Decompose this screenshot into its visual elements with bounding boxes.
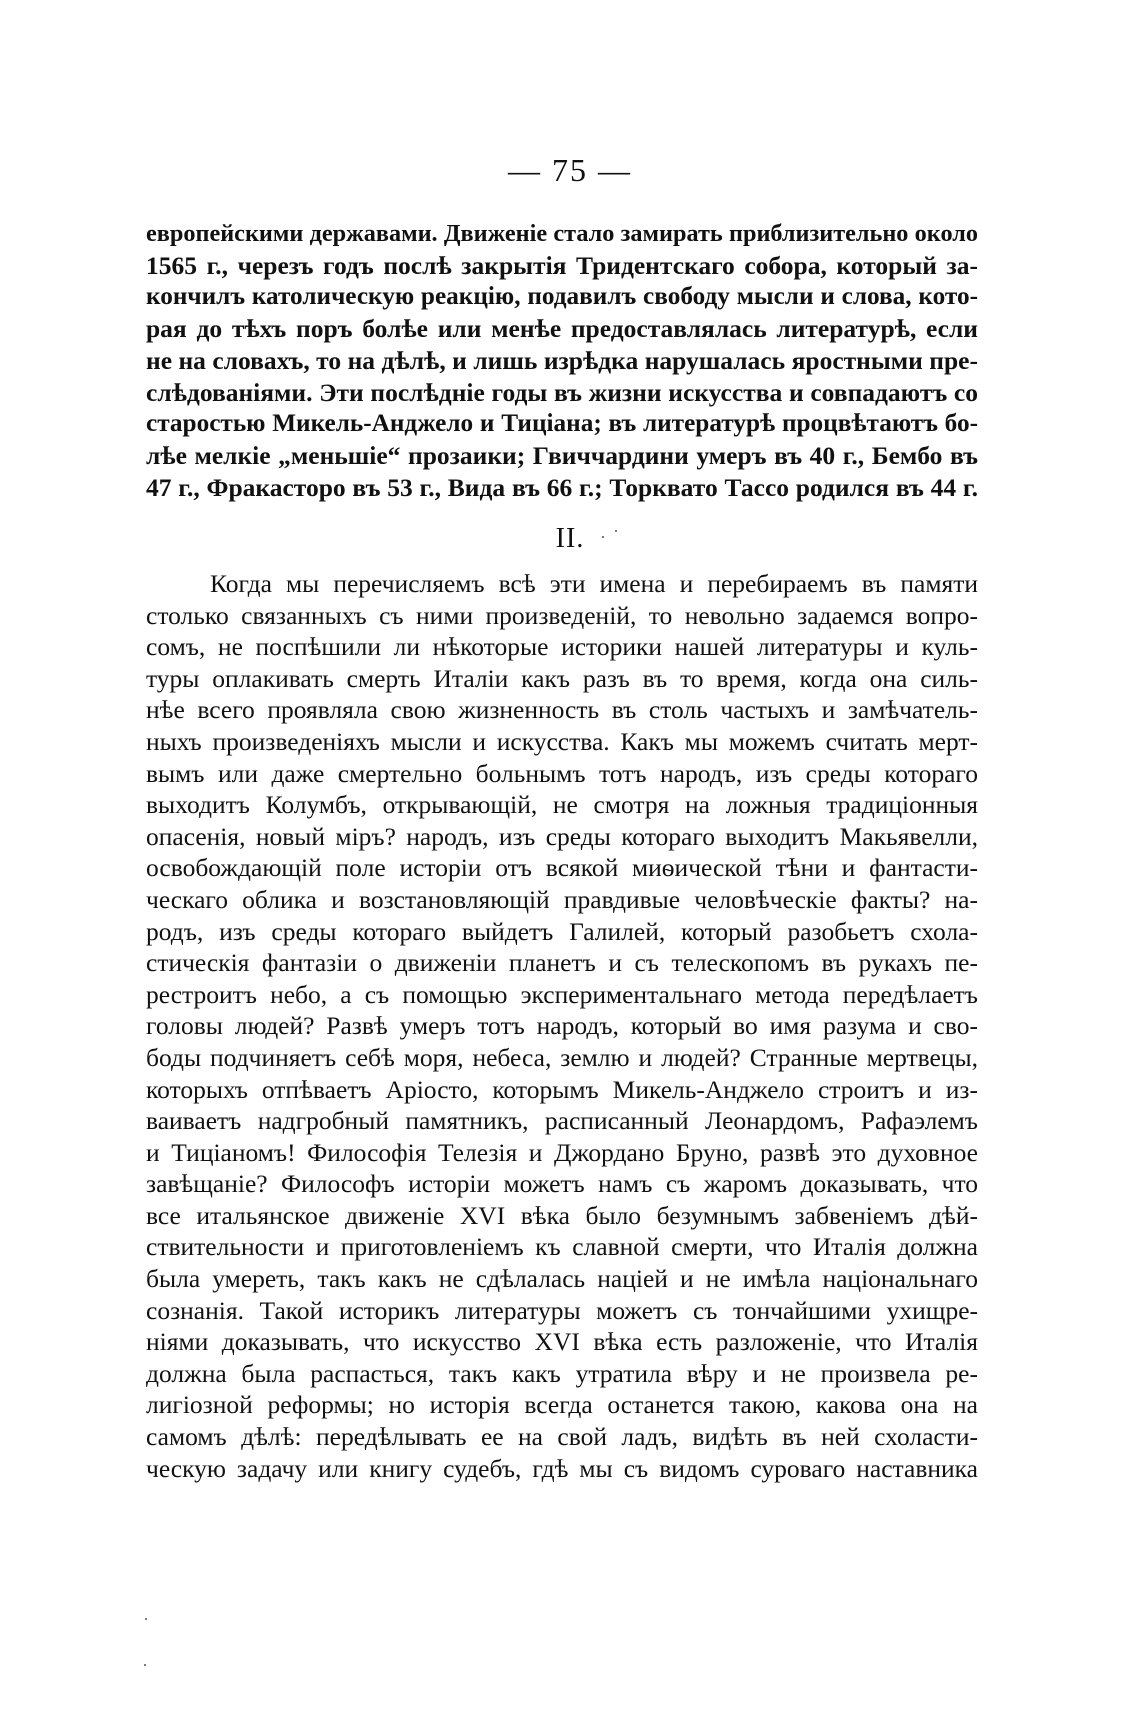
- text-line: все итальянское движеніе XVI вѣка было безумнымъ забвеніемъ дѣй-: [146, 1200, 978, 1230]
- text-line: боды подчиняетъ себѣ моря, небеса, землю и людей? Странные мертвецы,: [146, 1042, 978, 1072]
- text-line: вымъ или даже смертельно больнымъ тотъ народъ, изъ среды котораго: [146, 758, 978, 788]
- text-line: туры оплакивать смерть Италіи какъ разъ въ то время, когда она силь-: [146, 663, 978, 693]
- text-line: головы людей? Развѣ умеръ тотъ народъ, который во имя разума и сво-: [146, 1011, 978, 1041]
- scan-speck: [144, 1664, 146, 1666]
- text-line: опасенія, новый міръ? народъ, изъ среды котораго выходитъ Макьявелли,: [146, 821, 978, 851]
- text-line: столько связанныхъ съ ними произведеній, то невольно задаемся вопро-: [146, 600, 978, 630]
- text-line: слѣдованіями. Эти послѣдніе годы въ жизни искусства и совпадаютъ со: [146, 377, 978, 407]
- text-line: и Тиціаномъ! Философія Телезія и Джордано Бруно, развѣ это духовное: [146, 1137, 978, 1167]
- page-number: — 75 —: [508, 152, 632, 188]
- section-number: II.: [555, 523, 585, 554]
- scan-speck: [615, 530, 617, 532]
- text-line: старостью Микель-Анджело и Тиціана; въ литературѣ процвѣтаютъ бо-: [146, 409, 978, 438]
- text-line: была умереть, такъ какъ не сдѣлалась націей и не имѣла національнаго: [146, 1264, 978, 1294]
- paragraph-2: [146, 568, 978, 1484]
- scan-speck: [602, 536, 604, 538]
- text-line: рестроитъ небо, а съ помощью экспериментальнаго метода передѣлаетъ: [146, 979, 978, 1009]
- text-line: которыхъ отпѣваетъ Аріосто, которымъ Микель-Анджело строитъ и из-: [146, 1074, 978, 1104]
- text-line: 1565 г., черезъ годъ послѣ закрытія Тридентскаго собора, который за-: [146, 250, 978, 280]
- paragraph-1: [146, 218, 978, 503]
- text-line: самомъ дѣлѣ: передѣлывать ее на свой ладъ, видѣть въ ней схоласти-: [146, 1422, 978, 1452]
- text-line: ческую задачу или книгу судебъ, гдѣ мы съ видомъ суроваго наставника: [146, 1453, 978, 1483]
- text-line: сомъ, не поспѣшили ли нѣкоторые историки нашей литературы и куль-: [146, 632, 978, 662]
- text-line: 47 г., Фракасторо въ 53 г., Вида въ 66 г.; Торквато Тассо родился въ 44 г.: [146, 472, 978, 502]
- text-line: рая до тѣхъ поръ болѣе или менѣе предоставлялась литературѣ, если: [146, 314, 978, 344]
- text-line: должна была распасться, такъ какъ утратила вѣру и не произвела ре-: [146, 1358, 978, 1388]
- text-line: завѣщаніе? Философъ исторіи можетъ намъ съ жаромъ доказывать, что: [146, 1169, 978, 1199]
- text-line: кончилъ католическую реакцію, подавилъ свободу мысли и слова, кото-: [146, 282, 978, 311]
- text-line: ствительности и приготовленіемъ къ славной смерти, что Италія должна: [146, 1232, 978, 1262]
- text-line: ніями доказывать, что искусство XVI вѣка есть разложеніе, что Италія: [146, 1327, 978, 1357]
- text-line: лѣе мелкіе „меньшіе“ прозаики; Гвиччардини умеръ въ 40 г., Бембо въ: [146, 440, 978, 470]
- text-line: ваиваетъ надгробный памятникъ, расписанный Леонардомъ, Рафаэлемъ: [146, 1106, 978, 1136]
- text-line: ныхъ произведеніяхъ мысли и искусства. Какъ мы можемъ считать мерт-: [146, 726, 978, 756]
- text-line: нѣе всего проявляла свою жизненность въ столь частыхъ и замѣчатель-: [146, 695, 978, 725]
- text-line: ческаго облика и возстановляющій правдивые человѣческіе факты? на-: [146, 884, 978, 914]
- text-line: стическія фантазіи о движеніи планетъ и съ телескопомъ въ рукахъ пе-: [146, 948, 978, 978]
- text-line: освобождающій поле исторіи отъ всякой миѳической тѣни и фантасти-: [146, 853, 978, 883]
- scan-speck: [145, 1618, 147, 1620]
- text-line: европейскими державами. Движеніе стало замирать приблизительно около: [146, 220, 978, 247]
- text-line: не на словахъ, то на дѣлѣ, и лишь изрѣдка нарушалась яростными пре-: [146, 345, 978, 375]
- text-line: выходитъ Колумбъ, открывающій, не смотря на ложныя традиціонныя: [146, 790, 978, 820]
- text-line: лигіозной реформы; но исторія всегда останется такою, какова она на: [146, 1390, 978, 1420]
- text-line: родъ, изъ среды котораго выйдетъ Галилей, который разобьетъ схола-: [146, 916, 978, 946]
- text-line: сознанія. Такой историкъ литературы можетъ съ тончайшими ухищре-: [146, 1295, 978, 1325]
- text-line: Когда мы перечисляемъ всѣ эти имена и перебираемъ въ памяти: [210, 569, 978, 598]
